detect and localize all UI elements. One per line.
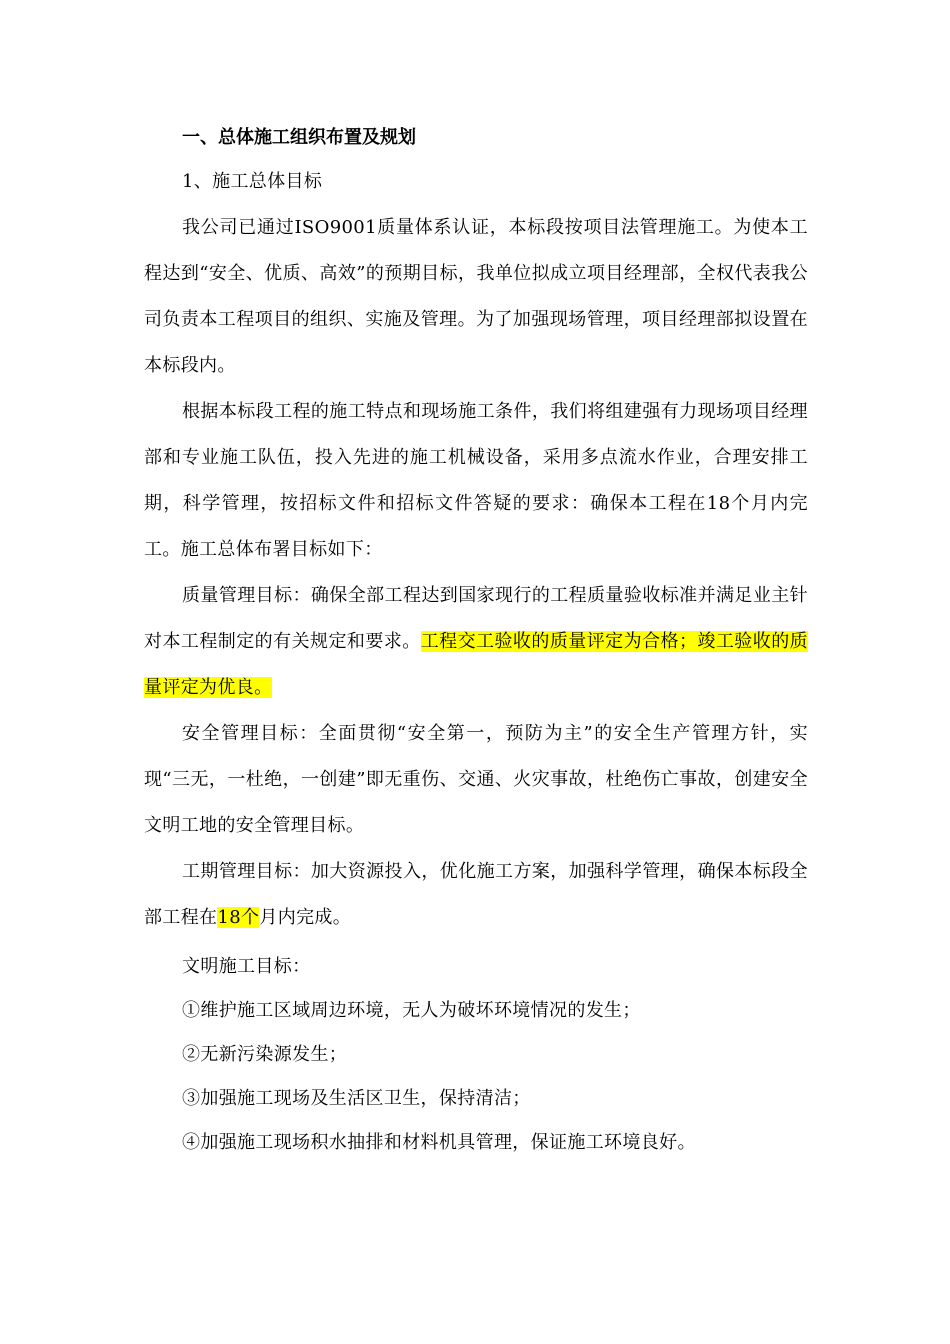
civil-goal-item-2: ②无新污染源发生；: [182, 1044, 348, 1065]
paragraph-safety-goal: 安全管理目标：全面贯彻“安全第一，预防为主”的安全生产管理方针，实现“三无，一杜绝，一创建”即无重伤、交通、火灾事故，杜绝伤亡事故，创建安全文明工地的安全管理目标。: [144, 723, 808, 836]
schedule-goal-text-end: 月内完成。: [259, 907, 352, 928]
paragraph-schedule-goal: [144, 849, 808, 941]
quality-goal-highlight: 工程交工验收的质量评定为合格；竣工验收的质量评定为优良。: [144, 631, 808, 698]
civil-goal-item-3: ③加强施工现场及生活区卫生，保持清洁；: [182, 1088, 531, 1109]
document-body: [144, 116, 808, 1165]
subsection-heading: 1、施工总体目标: [182, 171, 323, 192]
schedule-goal-highlight: 18个: [217, 907, 260, 928]
civil-goal-heading: 文明施工目标：: [182, 956, 311, 977]
paragraph-certification: 我公司已通过ISO9001质量体系认证，本标段按项目法管理施工。为使本工程达到“安全、优质、高效”的预期目标，我单位拟成立项目经理部，全权代表我公司负责本工程项目的组织、实施及管理。为了加强现场管理，项目经理部拟设置在本标段内。: [144, 217, 808, 376]
schedule-goal-text: 工期管理目标：加大资源投入，优化施工方案，加强科学管理，确保本标段全部工程在: [144, 861, 808, 928]
civil-goal-item-4: ④加强施工现场积水抽排和材料机具管理，保证施工环境良好。: [182, 1132, 696, 1153]
section-heading: 一、总体施工组织布置及规划: [182, 127, 416, 148]
paragraph-deployment: 根据本标段工程的施工特点和现场施工条件，我们将组建强有力现场项目经理部和专业施工队伍，投入先进的施工机械设备，采用多点流水作业，合理安排工期，科学管理，按招标文件和招标文件答疑的要求：确保本工程在18个月内完工。施工总体布署目标如下：: [144, 401, 808, 560]
paragraph-quality-goal: [144, 573, 808, 711]
quality-goal-text: 质量管理目标：确保全部工程达到国家现行的工程质量验收标准并满足业主针对本工程制定的有关规定和要求。: [144, 585, 808, 652]
civil-goal-item-1: ①维护施工区域周边环境，无人为破坏环境情况的发生；: [182, 1000, 641, 1021]
